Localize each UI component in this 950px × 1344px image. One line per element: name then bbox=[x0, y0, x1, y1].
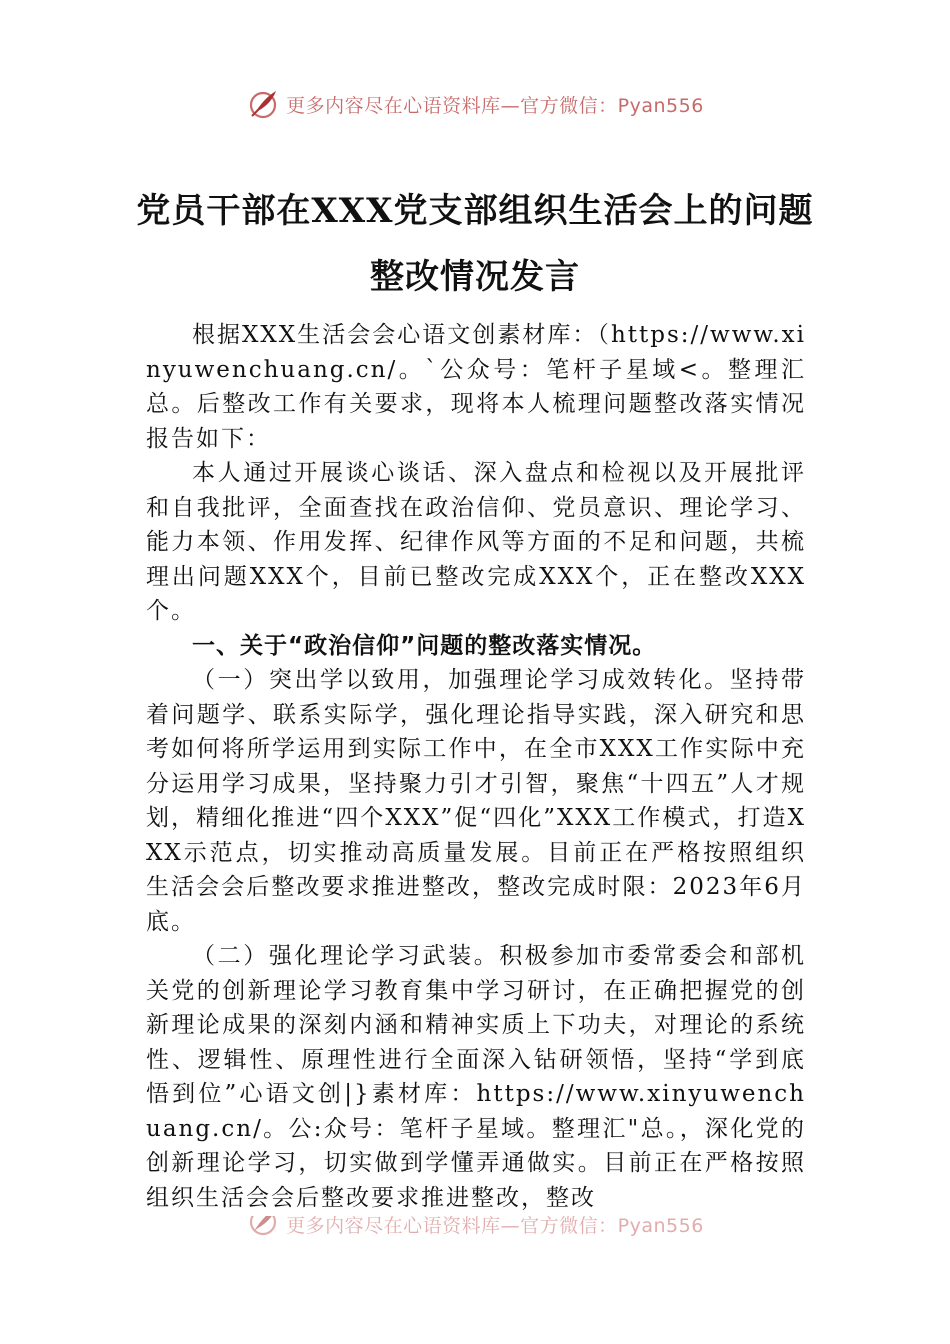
section-heading-1: 一、关于“政治信仰”问题的整改落实情况。 bbox=[192, 632, 657, 659]
quill-pen-logo-icon bbox=[246, 1216, 280, 1238]
paragraph-item-1: （一）突出学以致用，加强理论学习成效转化。坚持带着问题学、联系实际学，强化理论指导实践，深入研究和思考如何将所学运用到实际工作中，在全市XXX工作实际中充分运用学习成果，坚持聚力引才引智，聚焦“十四五”人才规划，精细化推进“四个XXX”促“四化”XXX工作模式，打造XXX示范点，切实推动高质量发展。目前正在严格按照组织生活会会后整改要求推进整改，整改完成时限：2023年6月底。 bbox=[146, 667, 806, 935]
watermark-header-text: 更多内容尽在心语资料库—官方微信：Pyan556 bbox=[286, 94, 704, 117]
page-title: 党员干部在XXX党支部组织生活会上的问题整改情况发言 bbox=[136, 191, 814, 297]
document-body bbox=[146, 318, 806, 1215]
watermark-footer bbox=[0, 1207, 950, 1247]
quill-pen-logo-icon bbox=[246, 87, 280, 121]
paragraph-item-2: （二）强化理论学习武装。积极参加市委常委会和部机关党的创新理论学习教育集中学习研讨，在正确把握党的创新理论成果的深刻内涵和精神实质上下功夫，对理论的系统性、逻辑性、原理性进行全面深入钻研领悟，坚持“学到底悟到位”心语文创|}素材库：https://www.xinyuwenchuang.cn/。公:众号：笔杆子星域。整理汇"总。，深化党的创新理论学习，切实做到学懂弄通做实。目前正在严格按照组织生活会会后整改要求推进整改，整改 bbox=[146, 943, 806, 1211]
paragraph-overview: 本人通过开展谈心谈话、深入盘点和检视以及开展批评和自我批评，全面查找在政治信仰、党员意识、理论学习、能力本领、作用发挥、纪律作风等方面的不足和问题，共梳理出问题XXX个，目前已整改完成XXX个，正在整改XXX个。 bbox=[146, 460, 806, 624]
watermark-footer-text: 更多内容尽在心语资料库—官方微信：Pyan556 bbox=[286, 1216, 704, 1237]
paragraph-intro: 根据XXX生活会会心语文创素材库：（https://www.xinyuwenchuang.cn/。`公众号：笔杆子星域<。整理汇总。后整改工作有关要求，现将本人梳理问题整改落实情况报告如下： bbox=[146, 322, 806, 452]
watermark-header bbox=[0, 84, 950, 124]
